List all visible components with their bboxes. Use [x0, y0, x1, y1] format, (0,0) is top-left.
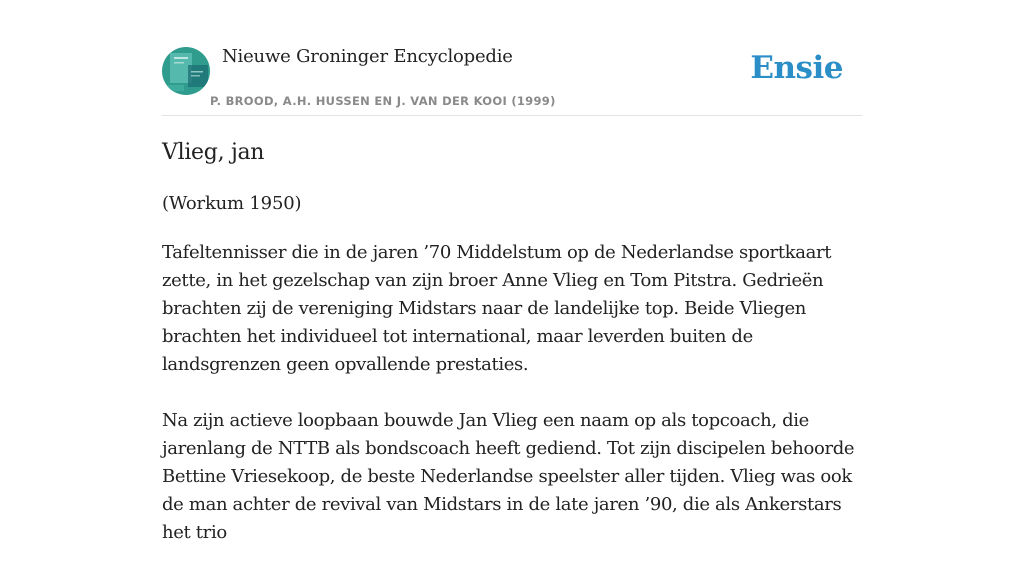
book-cover-thumbnail[interactable]: [162, 47, 210, 95]
entry-subtitle: (Workum 1950): [162, 193, 302, 214]
body-paragraph-2: Na zijn actieve loopbaan bouwde Jan Vlieg een naam op als topcoach, die jarenlang de NTTB als bondscoach heeft gediend. Tot zijn discipelen behoorde Bettine Vriesekoop, de beste Nederlandse speelster aller tijden. Vlieg was ook de man achter de revival van Midstars in de late jaren ’90, die als Ankerstars het trio: [162, 410, 855, 543]
ensie-logo-link[interactable]: Ensie: [750, 50, 843, 86]
book-cover-icon: [162, 47, 210, 95]
page: [162, 0, 862, 543]
book-title-link[interactable]: Nieuwe Groninger Encyclopedie: [222, 46, 513, 67]
entry-title: Vlieg, jan: [162, 140, 265, 165]
entry-body: [162, 239, 862, 575]
book-authors: P. BROOD, A.H. HUSSEN EN J. VAN DER KOOI (1999): [210, 94, 556, 108]
header: [162, 0, 862, 116]
body-paragraph-1: Tafeltennisser die in de jaren ’70 Middelstum op de Nederlandse sportkaart zette, in het gezelschap van zijn broer Anne Vlieg en Tom Pitstra. Gedrieën brachten zij de vereniging Midstars naar de landelijke top. Beide Vliegen brachten het individueel tot international, maar leverden buiten de landsgrenzen geen opvallende prestaties.: [162, 242, 832, 375]
